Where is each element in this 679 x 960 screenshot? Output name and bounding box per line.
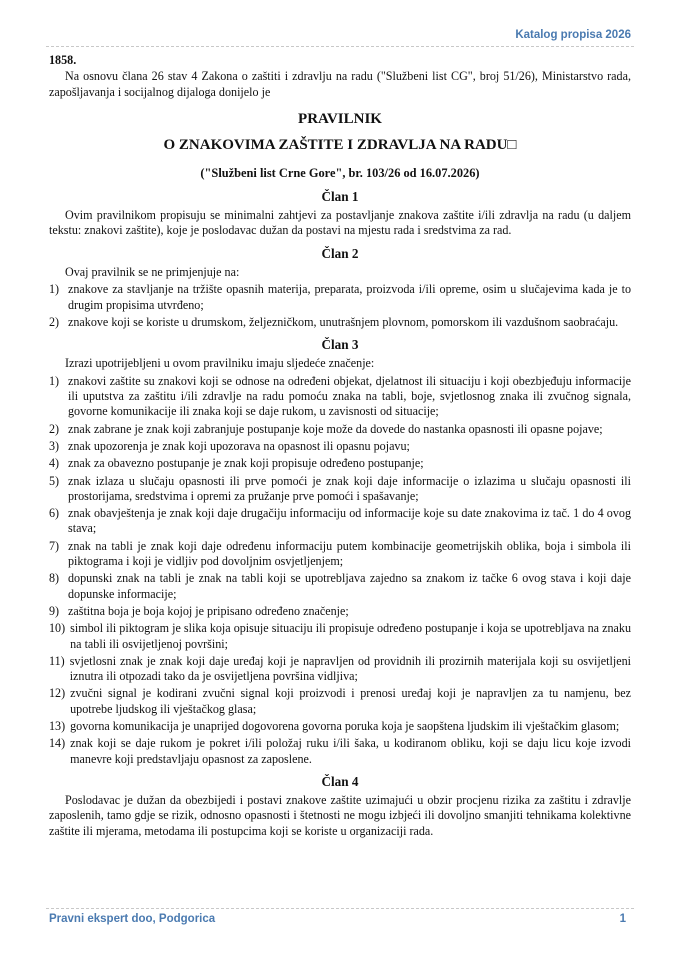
list-item-number: 8) xyxy=(49,571,60,586)
list-item-text: znak upozorenja je znak koji upozorava na opasnost ili opasnu pojavu; xyxy=(68,438,410,453)
list-item xyxy=(49,686,631,717)
list-item-number: 14) xyxy=(49,736,66,751)
list-item xyxy=(49,654,631,685)
list-item-number: 10) xyxy=(49,621,66,636)
list-item xyxy=(49,539,631,570)
list-item-number: 1) xyxy=(49,373,60,388)
list-item-text: dopunski znak na tabli je znak na tabli koji se upotrebljava zajedno sa znakom iz tačke 6 ovog stava i koji daje dopunske informacije; xyxy=(68,571,631,601)
list-item-text: zaštitna boja je boja kojoj je pripisano određeno značenje; xyxy=(68,603,349,618)
article-heading: Član 1 xyxy=(321,188,359,204)
list-item-text: znak obavještenja je znak koji daje drugačiju informaciju od informacije koje su date znakovima iz tač. 1 do 4 ovog stava; xyxy=(68,506,631,536)
list-item-number: 7) xyxy=(49,538,60,553)
list-item xyxy=(49,456,631,471)
preamble: Na osnovu člana 26 stav 4 Zakona o zaštiti i zdravlju na radu ("Službeni list CG", broj 51/26), Ministarstvo rada, zapošljavanja i socijalnog dijaloga donijelo je xyxy=(49,69,631,99)
list-item-number: 2) xyxy=(49,314,60,329)
list-item-text: znak koji se daje rukom je pokret i/ili položaj ruku i/ili šaka, u kodiranom obliku, koji se daju licu koje izvodi manevre koji predstavljaju opasnost za zaposlene. xyxy=(70,736,631,766)
list-item-number: 1) xyxy=(49,282,60,297)
article-intro: Izrazi upotrijebljeni u ovom pravilniku imaju sljedeće značenje: xyxy=(65,356,375,371)
list-item-number: 3) xyxy=(49,438,60,453)
list-item-text: znak na tabli je znak koji daje određenu informaciju putem kombinacije geometrijskih oblika, boja i simbola ili piktograma i koji je vidljiv pod dovoljnim osvjetljenjem; xyxy=(68,538,631,569)
list-item xyxy=(49,439,631,454)
footer-divider xyxy=(46,908,634,909)
document-body xyxy=(49,53,631,839)
list-item xyxy=(49,422,631,437)
page-number: 1 xyxy=(619,913,626,925)
list-item-text: znak za obavezno postupanje je znak koji propisuje određeno postupanje; xyxy=(68,456,424,471)
list-item-number: 9) xyxy=(49,603,60,618)
list-item xyxy=(49,736,631,767)
list-item xyxy=(49,719,631,734)
catalog-header: Katalog propisa 2026 xyxy=(515,29,631,41)
list-item-text: znak izlaza u slučaju opasnosti ili prve pomoći je znak koji daje informacije o izlazima u slučaju opasnosti ili prostorijama, sredstvima i opremi za pružanje prve pomoći i spašavanje; xyxy=(68,473,631,503)
list-item-text: znak zabrane je znak koji zabranjuje postupanje koje može da dovede do nastanka opasnosti ili opasne pojave; xyxy=(68,421,603,436)
list-item-text: znakovi zaštite su znakovi koji se odnose na određeni objekat, djelatnost ili situaciju i koji obezbjeđuju informacije ili uputstva za zaštitu i/ili zdravlje na radu pomoću znaka na tabli, boje, svjetlosnog znaka ili zvučnog signala, govorne komunikacije ili znaka koji se daje rukom, u zavisnosti od situacije; xyxy=(68,373,631,419)
list-item-text: znakove za stavljanje na tržište opasnih materija, preparata, proizvoda i/ili opreme, osim u slučajevima kada je to drugim propisima utvrđeno; xyxy=(68,282,631,312)
article-text: Ovim pravilnikom propisuju se minimalni zahtjevi za postavljanje znakova zaštite i/ili zdravlja na radu (u daljem tekstu: znakovi zaštite), koje je poslodavac dužan da postavi na mjestu rada i sredstvima za rad. xyxy=(49,208,631,238)
list-item-text: govorna komunikacija je unaprijed dogovorena govorna poruka koja je saopštena ljudskim ili vještačkim glasom; xyxy=(70,718,620,733)
article-intro: Ovaj pravilnik se ne primjenjuje na: xyxy=(65,264,240,279)
list-item-number: 5) xyxy=(49,473,60,488)
list-item xyxy=(49,571,631,602)
list-item-number: 2) xyxy=(49,421,60,436)
header-divider xyxy=(46,46,634,47)
article-heading: Član 2 xyxy=(321,245,359,261)
article-heading: Član 3 xyxy=(321,337,359,353)
list-item xyxy=(49,315,631,330)
article-text: Poslodavac je dužan da obezbijedi i postavi znakove zaštite uzimajući u obzir procjenu rizika za zaštitu i zdravlje zaposlenih, tamo gdje se rizik, odnosno opasnosti i štetnosti ne mogu izbjeći ili dovoljno smanjiti tehnikama kolektivne zaštite ili mjerama, metodama ili postupcima koji se koriste u organizaciji rada. xyxy=(49,793,631,838)
article-heading: Član 4 xyxy=(321,773,359,789)
list-item-number: 11) xyxy=(49,653,65,668)
document-number: 1858. xyxy=(49,53,77,67)
list-item-number: 4) xyxy=(49,456,60,471)
list-item-number: 6) xyxy=(49,506,60,521)
list-item xyxy=(49,474,631,505)
document-title: PRAVILNIK xyxy=(298,110,382,127)
list-item xyxy=(49,282,631,313)
footer-publisher: Pravni ekspert doo, Podgorica xyxy=(49,913,216,925)
list-item-text: svjetlosni znak je znak koji daje uređaj koji je napravljen od providnih ili prozirnih materijala koji su osvijetljeni iznutra ili otpozadi tako da je osvijetljena površina vidljiva; xyxy=(69,653,631,684)
article-list xyxy=(49,374,631,767)
document-subtitle: O ZNAKOVIMA ZAŠTITE I ZDRAVLJA NA RADU□ xyxy=(163,137,517,154)
list-item xyxy=(49,374,631,420)
list-item-text: zvučni signal je kodirani zvučni signal koji proizvodi i prenosi uređaj koji je napravljen za tu namjenu, bez upotrebe ljudskog ili vještačkog glasa; xyxy=(70,686,631,716)
list-item xyxy=(49,604,631,619)
list-item-text: znakove koji se koriste u drumskom, željezničkom, unutrašnjem plovnom, pomorskom ili vazdušnom saobraćaju. xyxy=(68,314,619,329)
list-item xyxy=(49,506,631,537)
list-item xyxy=(49,621,631,652)
gazette-reference: ("Službeni list Crne Gore", br. 103/26 od 16.07.2026) xyxy=(200,166,480,181)
list-item-number: 12) xyxy=(49,686,66,701)
list-item-text: simbol ili piktogram je slika koja opisuje situaciju ili propisuje određeno postupanje i koja se upotrebljava na znaku na tabli ili osvijetljenoj površini; xyxy=(70,621,631,651)
list-item-number: 13) xyxy=(49,718,66,733)
article-list xyxy=(49,282,631,330)
